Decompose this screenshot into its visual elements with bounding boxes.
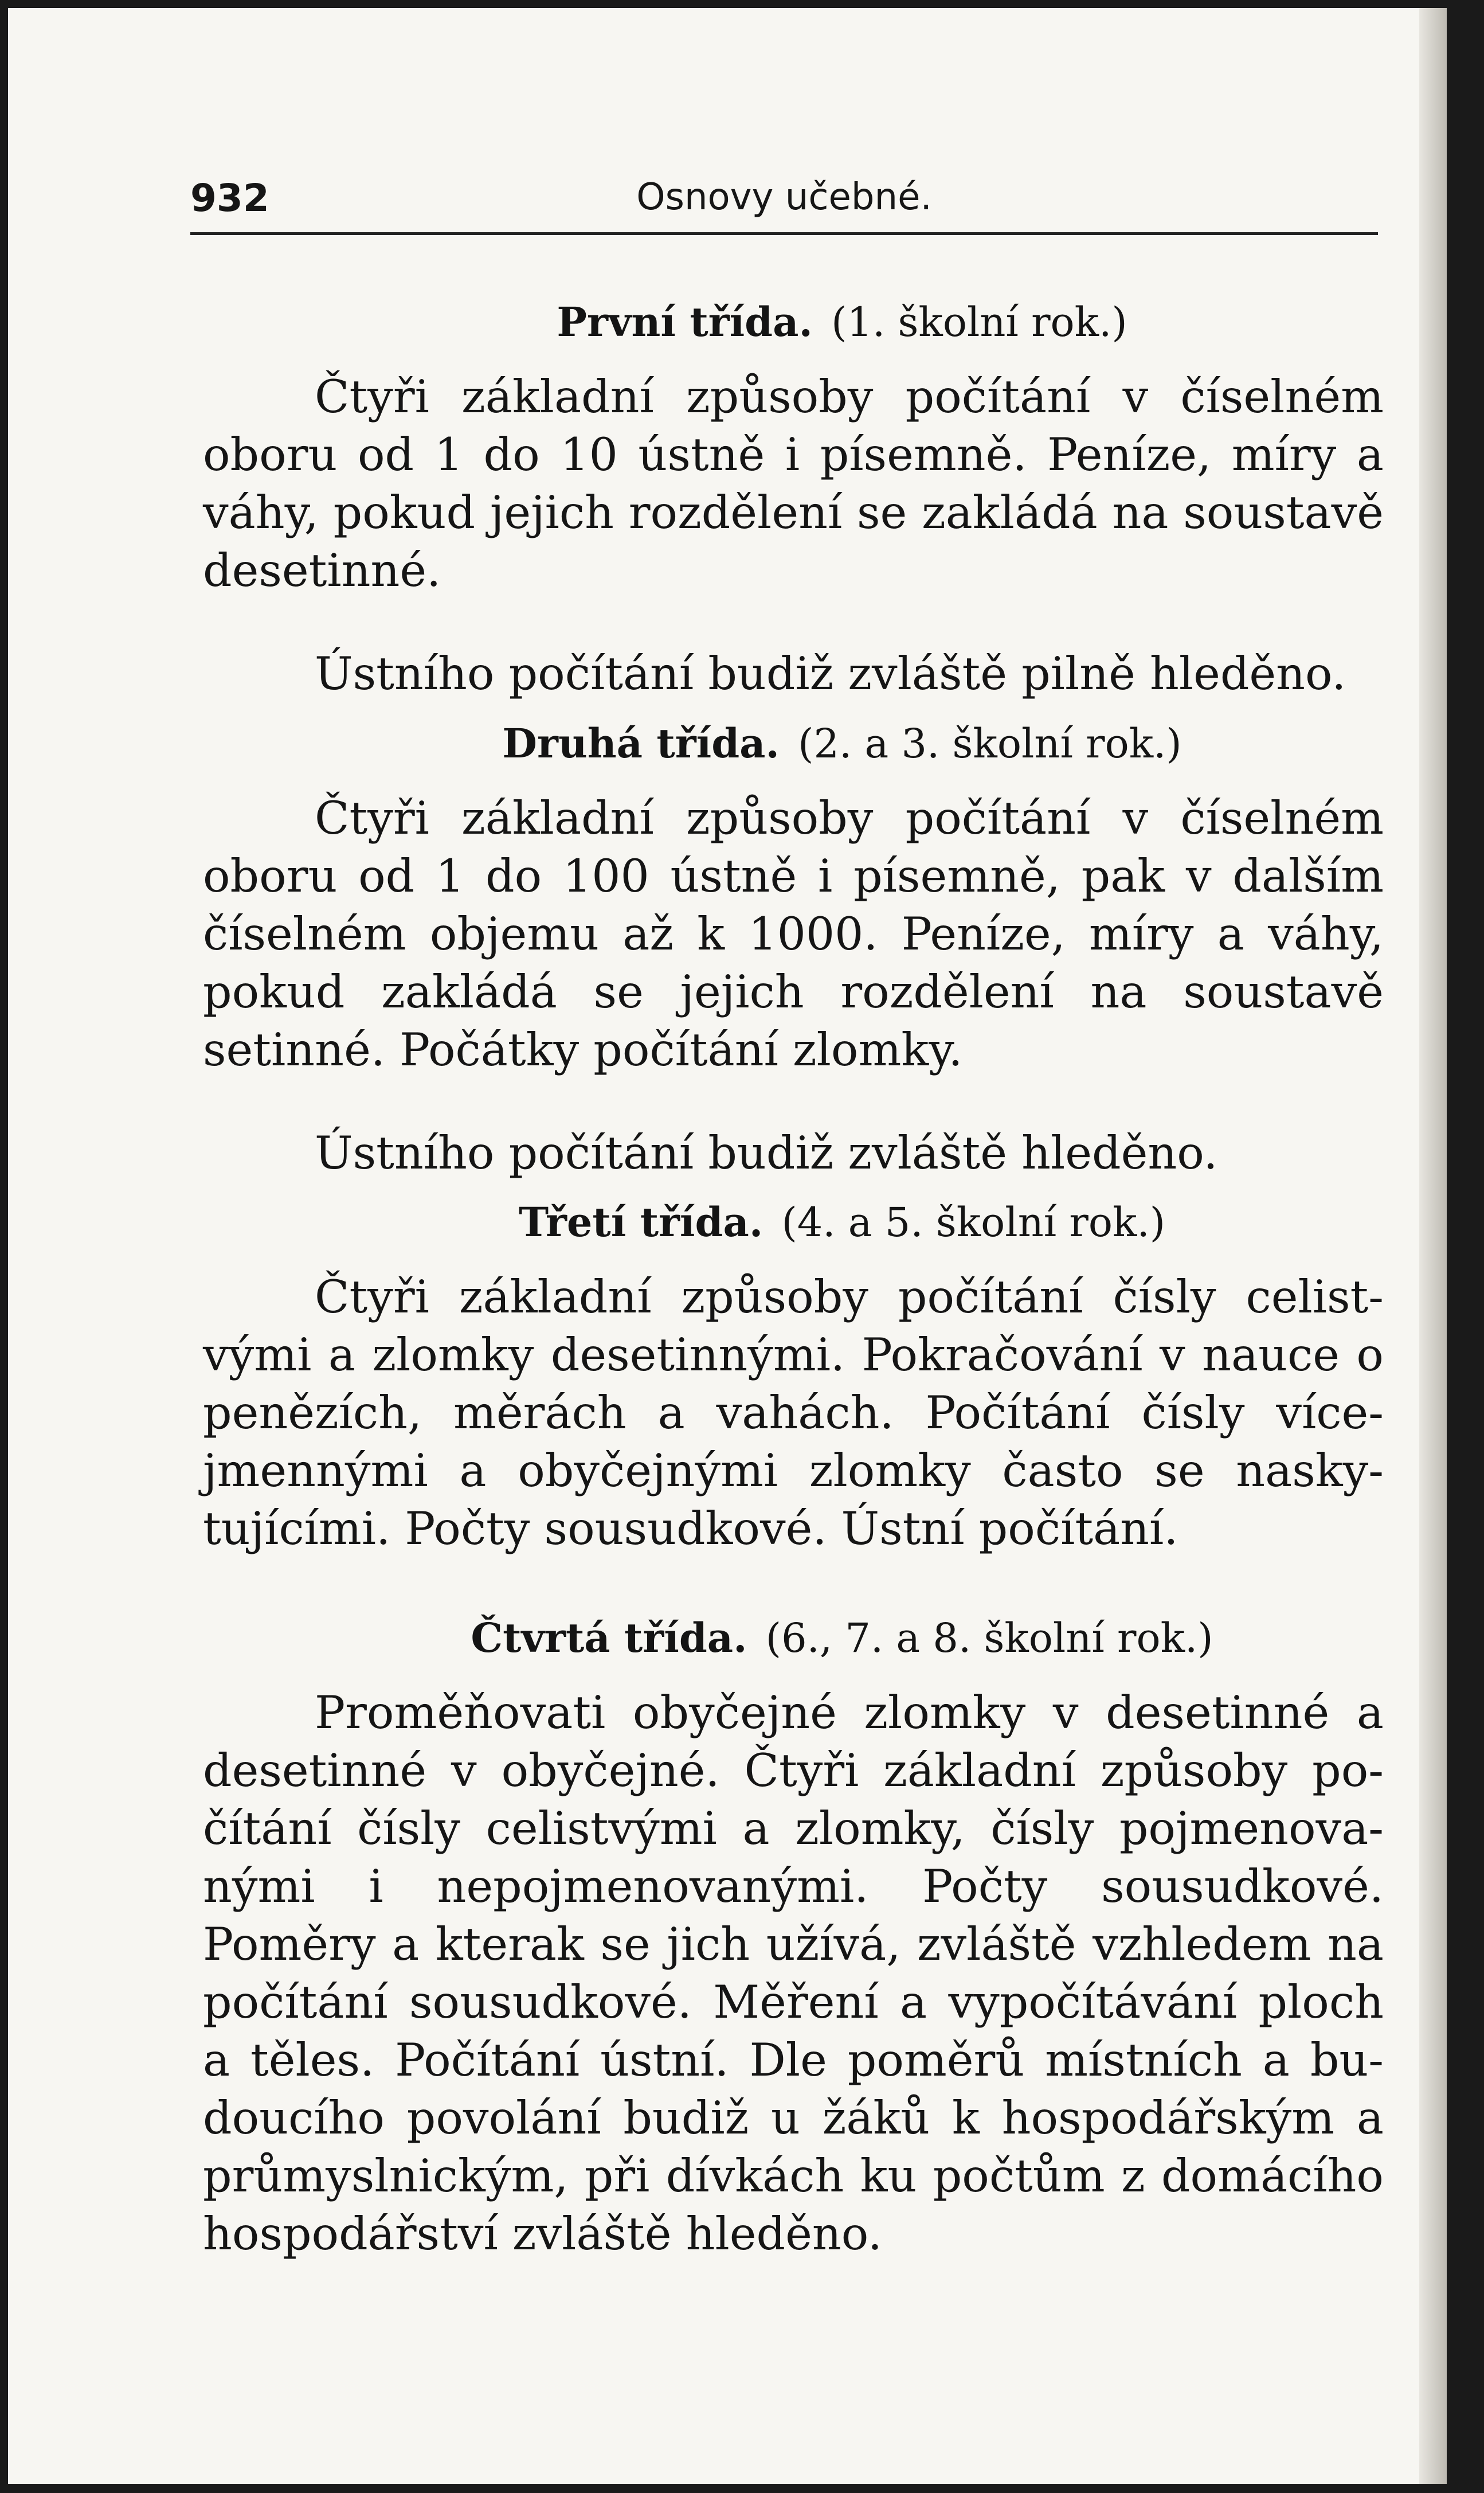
paragraph: Čtyři základní způsoby počítání čísly celistvými a zlomky desetinnými. Pokračování v nauce o penězích, měrách a vahách. Počítání čísly vícejmennými a obyčejnými zlomky často se naskytujícími. Počty sousudkové. Ústní počítání. <box>203 1271 1384 1555</box>
heading-subtitle: (1. školní rok.) <box>831 299 1127 346</box>
page-header <box>190 166 1378 229</box>
paragraph: Proměňovati obyčejné zlomky v desetinné a desetinné v obyčejné. Čtyři základní způsoby počítání čísly celistvými a zlomky, čísly pojmenovanými i nepojmenovanými. Počty sousudkové. Poměry a kterak se jich užívá, zvláště vzhledem na počítání sousudkové. Měření a vypočítávání ploch a těles. Počítání ústní. Dle poměrů místních a budoucího povolání budiž u žáků k hospodářským a průmyslnickým, při dívkách ku počtům z domácího hospodářství zvláště hleděno. <box>203 1686 1384 2260</box>
heading-subtitle: (4. a 5. školní rok.) <box>781 1199 1165 1246</box>
book-page <box>8 8 1447 2484</box>
heading-title: Čtvrtá třída. <box>471 1614 747 1662</box>
heading-title: První třída. <box>557 298 813 346</box>
section-fourth-class <box>203 1609 1384 2308</box>
section-third-class <box>203 1194 1384 1603</box>
heading-title: Druhá třída. <box>502 720 780 767</box>
section-first-class <box>203 294 1384 748</box>
running-title: Osnovy učebné. <box>636 176 932 218</box>
section-heading <box>300 294 1384 351</box>
section-second-class <box>203 715 1384 1228</box>
page-number: 932 <box>190 176 269 220</box>
paragraph: Ústního počítání budiž zvláště pilně hleděno. <box>315 647 1346 700</box>
section-heading <box>300 1194 1384 1251</box>
section-heading <box>300 1609 1384 1667</box>
paragraph: Čtyři základní způsoby počítání v číselném oboru od 1 do 10 ústně i písemně. Peníze, míry a váhy, pokud jejich rozdělení se zakládá na soustavě desetinné. <box>203 370 1384 597</box>
heading-title: Třetí třída. <box>519 1198 763 1246</box>
page-edge-shadow <box>1419 8 1447 2484</box>
heading-subtitle: (6., 7. a 8. školní rok.) <box>765 1615 1213 1662</box>
heading-subtitle: (2. a 3. školní rok.) <box>798 720 1182 767</box>
header-rule <box>190 232 1378 235</box>
paragraph: Čtyři základní způsoby počítání v číselném oboru od 1 do 100 ústně i písemně, pak v dalším číselném objemu až k 1000. Peníze, míry a váhy, pokud zakládá se jejich rozdělení na soustavě setinné. Počátky počítání zlomky. <box>203 792 1384 1076</box>
paragraph: Ústního počítání budiž zvláště hleděno. <box>315 1127 1218 1179</box>
section-heading <box>300 715 1384 772</box>
